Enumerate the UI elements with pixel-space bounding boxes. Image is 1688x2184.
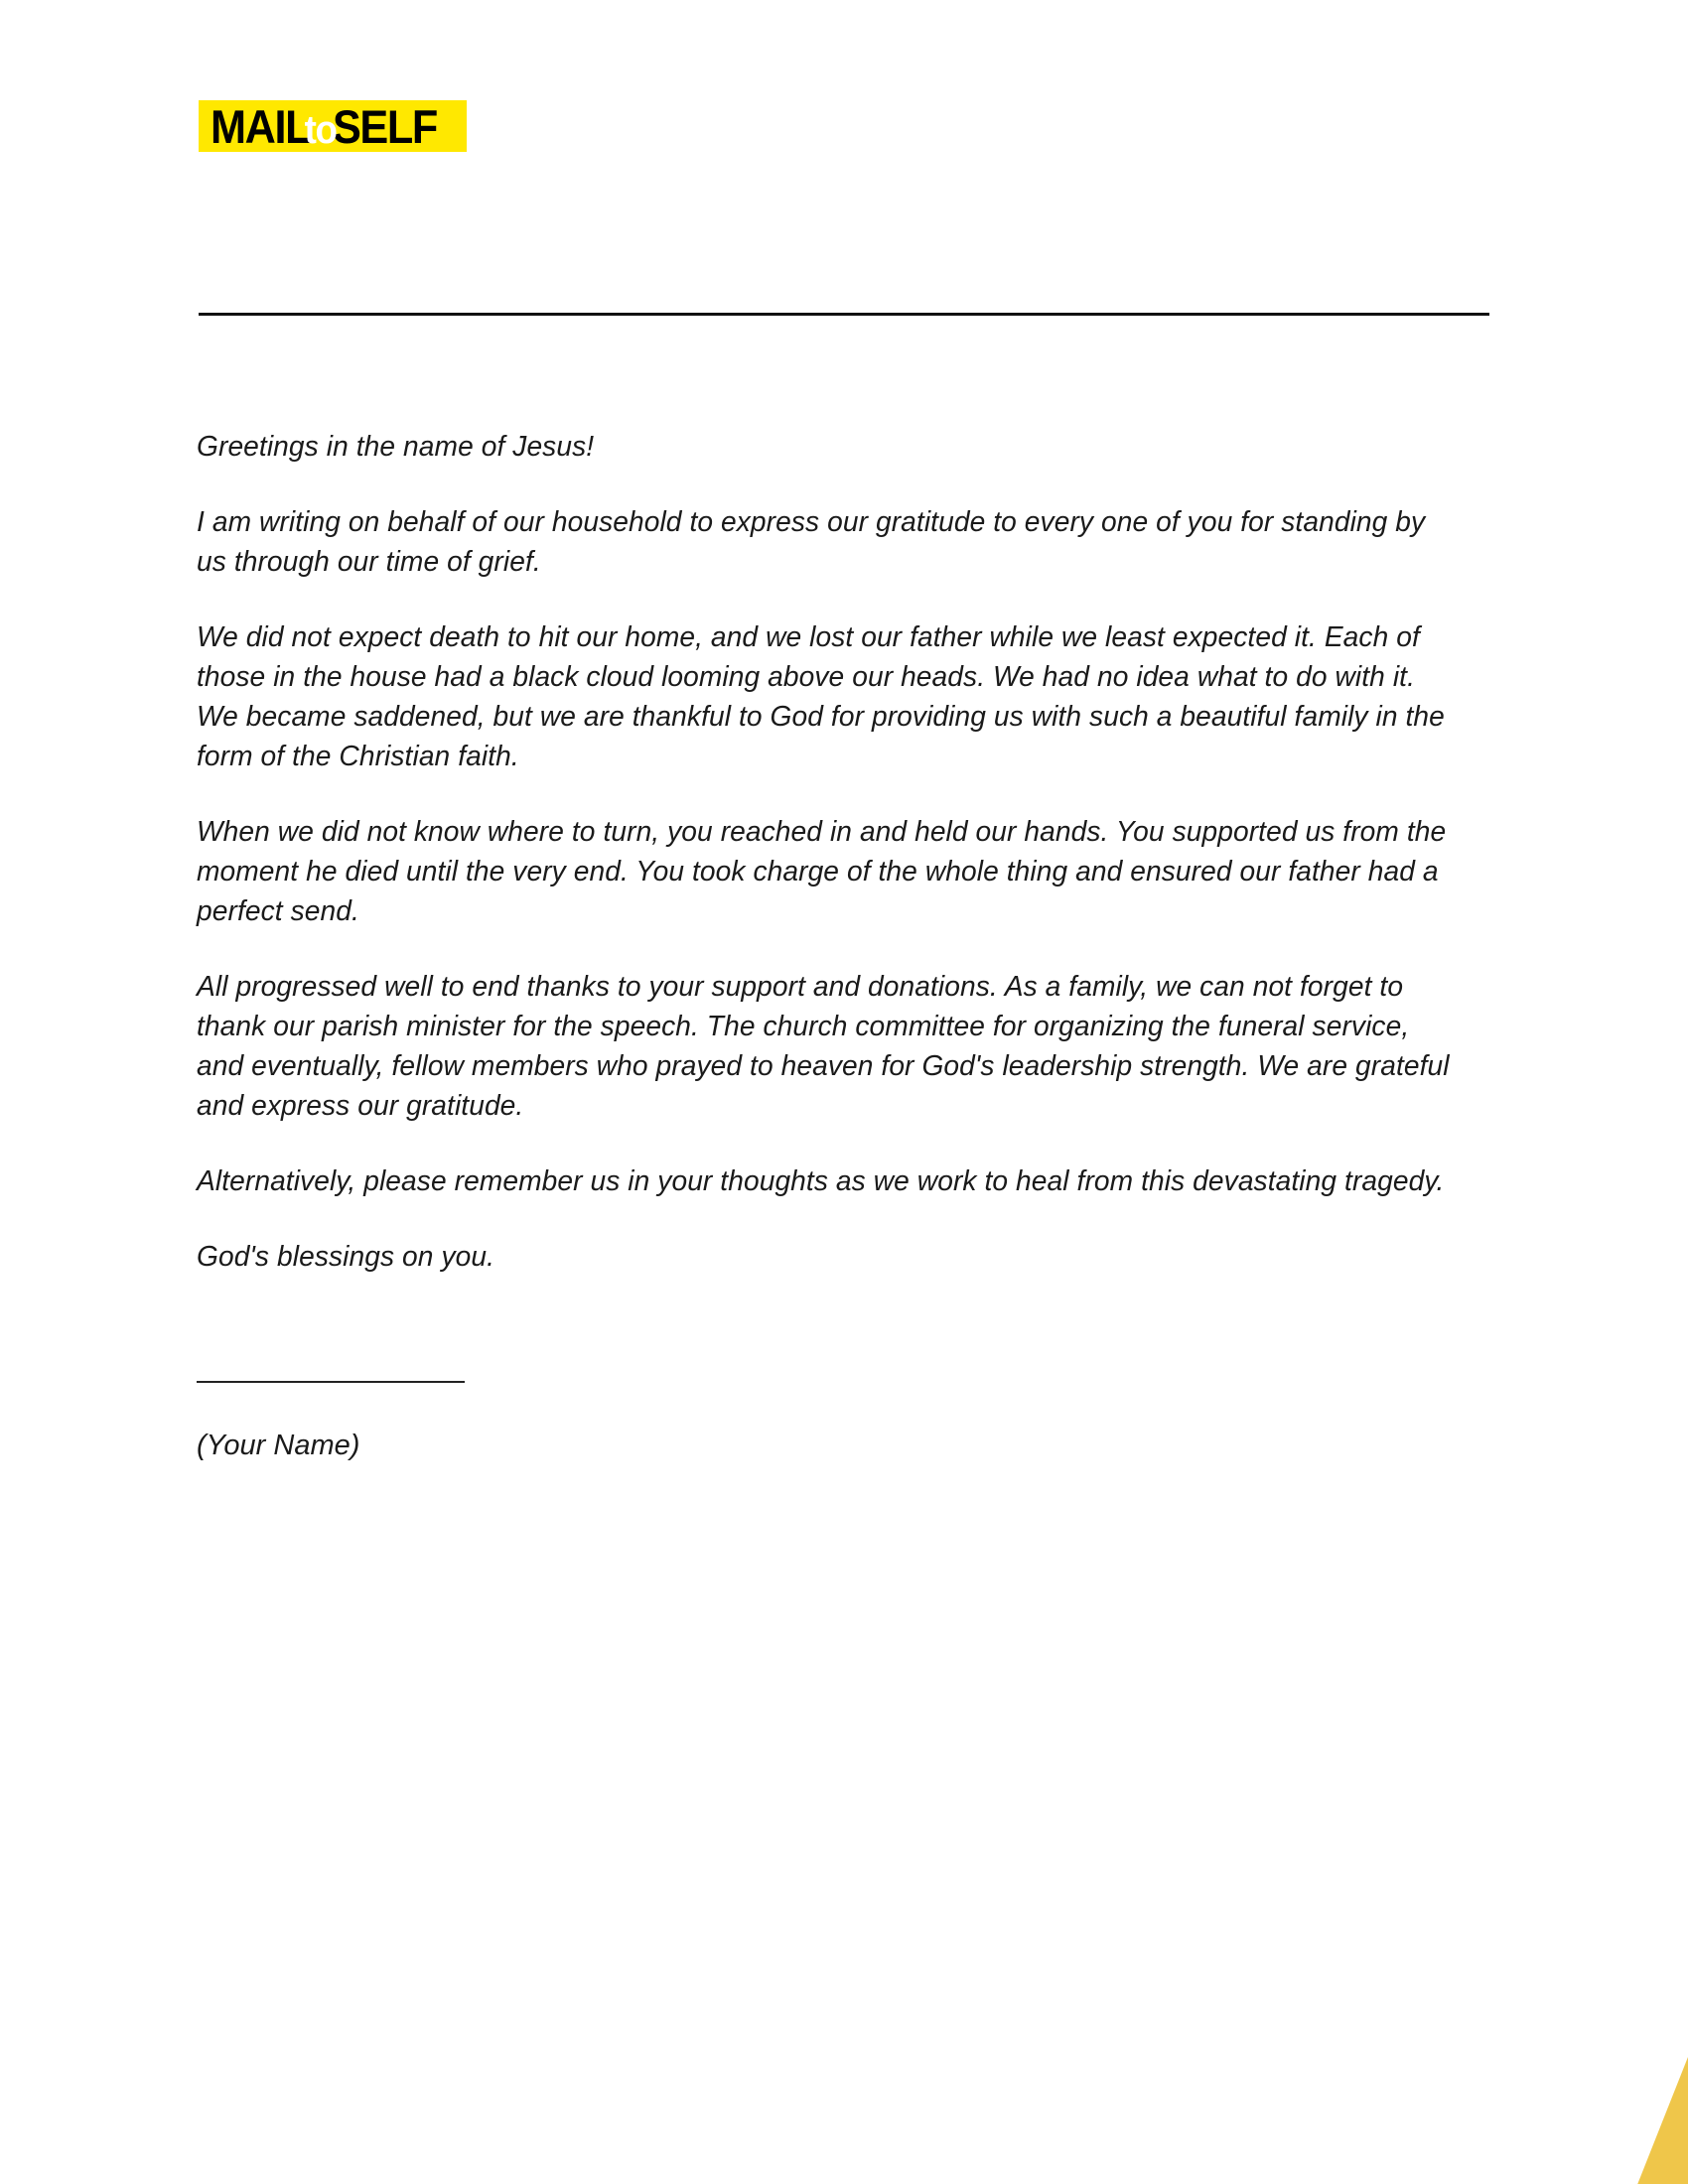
brand-logo-self: SELF — [332, 99, 437, 153]
letter-greeting: Greetings in the name of Jesus! — [197, 431, 595, 463]
letter-paragraph: We did not expect death to hit our home, and we lost our father while we least expected it. Each of those in the house had a black cloud looming above our heads. We had no idea what to do with it. We became saddened, but we are thankful to God for providing us with such a beautiful family in the form of the Christian faith. — [197, 621, 1445, 772]
header-divider — [199, 313, 1489, 316]
letter-paragraph: When we did not know where to turn, you reached in and held our hands. You supported us from the moment he died until the very end. You took charge of the whole thing and ensured our father had a perfect send. — [197, 816, 1447, 927]
brand-logo-text — [211, 99, 437, 153]
brand-logo-to: to — [304, 107, 337, 152]
signature-name-placeholder: (Your Name) — [197, 1430, 360, 1461]
letter-body — [197, 427, 1489, 1277]
letter-closing: God's blessings on you. — [197, 1241, 495, 1273]
letter-paragraph: Alternatively, please remember us in your thoughts as we work to heal from this devastating tragedy. — [197, 1165, 1445, 1197]
brand-logo — [199, 100, 467, 152]
letter-paragraph: I am writing on behalf of our household to express our gratitude to every one of you for standing by us through our time of grief. — [197, 506, 1426, 578]
corner-triangle-shape — [1627, 2035, 1688, 2184]
signature-line — [197, 1381, 465, 1383]
letter-paragraph: All progressed well to end thanks to your support and donations. As a family, we can not forget to thank our parish minister for the speech. The church committee for organizing the funeral service, and eventually, fellow members who prayed to heaven for God's leadership strength. We are grateful and express our gratitude. — [197, 971, 1450, 1122]
brand-logo-mail: MAIL — [211, 99, 311, 153]
corner-decoration — [1569, 2035, 1688, 2184]
